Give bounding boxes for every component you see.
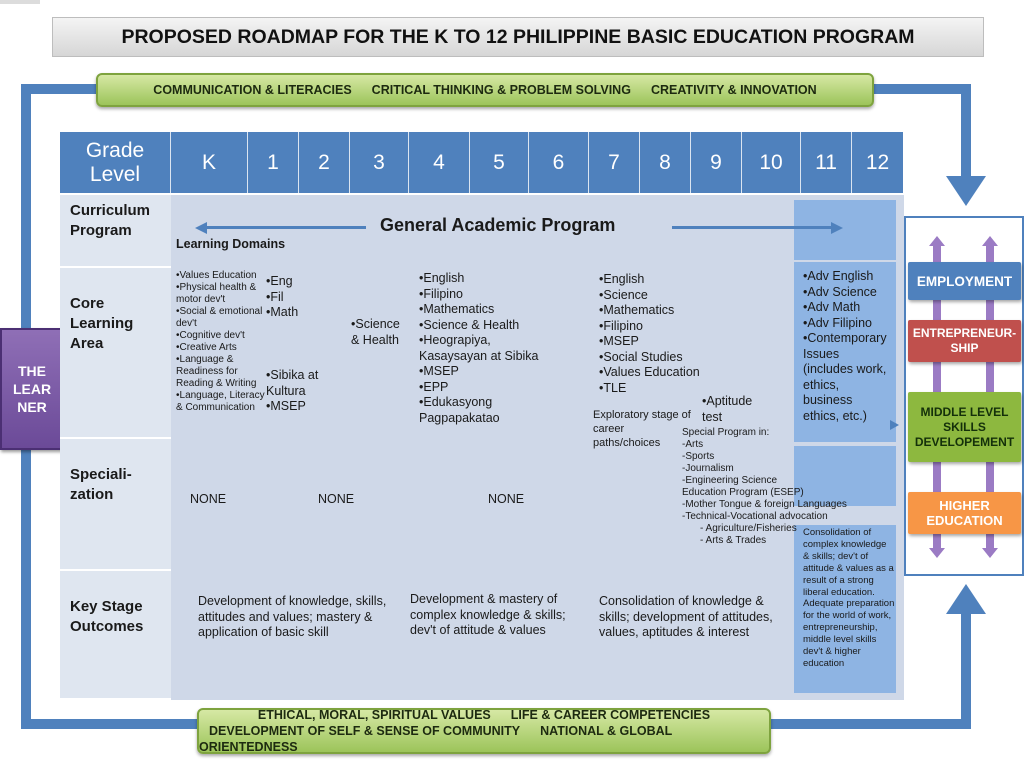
list-item: •TLE [599, 380, 627, 395]
list-item: -Engineering Science Education Program (ESEP) [682, 475, 804, 498]
grade-3: 3 [350, 132, 409, 193]
row-label-specialization: Speciali-zation [60, 439, 171, 571]
grade-5: 5 [470, 132, 529, 193]
list-item: •Social & emotional dev't [176, 306, 263, 329]
path-arrowhead-down-icon [929, 548, 945, 558]
learner-label: THE LEAR NER [12, 363, 52, 415]
list-item: •Physical health & motor dev't [176, 282, 257, 305]
list-item: -Journalism [682, 463, 734, 474]
none-label-k3: NONE [190, 492, 227, 506]
value-national-global: NATIONAL & GLOBAL ORIENTEDNESS [199, 724, 673, 754]
list-item: •English [419, 271, 465, 285]
list-item: -Technical-Vocational advocation [682, 511, 828, 522]
path-arrowhead-up-icon [929, 236, 945, 246]
grade-2: 2 [299, 132, 350, 193]
list-item: •Values Education [176, 270, 257, 281]
list-item: •Creative Arts [176, 342, 237, 353]
general-program-label: General Academic Program [380, 215, 616, 235]
list-item: •MSEP [266, 399, 306, 413]
outcome-k3: Development of knowledge, skills, attitudes and values; mastery & application of basic skill [198, 594, 387, 639]
grade-8: 8 [640, 132, 691, 193]
skill-creativity: CREATIVITY & INNOVATION [650, 83, 817, 97]
list-item: •Adv Math [803, 300, 861, 314]
learner-box [0, 328, 64, 450]
grade-9: 9 [691, 132, 742, 193]
senior-high-box-top [794, 200, 896, 260]
grade11-subjects [803, 269, 889, 424]
frame-bottom-left-line [21, 719, 199, 729]
list-item: •Science [599, 287, 648, 302]
list-item: •Eng [266, 274, 293, 288]
list-item: •Adv Filipino [803, 315, 872, 330]
grade-6: 6 [529, 132, 589, 193]
grade1-subjects-a [266, 274, 326, 321]
list-item: •Filipino [599, 318, 643, 333]
grade-12: 12 [852, 132, 903, 193]
list-item: - Arts & Trades [700, 535, 767, 546]
value-ethical: ETHICAL, MORAL, SPIRITUAL VALUES [257, 708, 491, 722]
list-item: •MSEP [419, 364, 459, 378]
outcome-g1112: Consolidation of complex knowledge & skills; dev't of attitude & values as a result of a strong liberal education. Adequate preparation for the world of work, entrepreneurship, middle level skills dev't & higher education [803, 527, 895, 669]
list-item: •Mathematics [599, 303, 675, 317]
grade-1: 1 [248, 132, 299, 193]
list-item: •EPP [419, 379, 449, 394]
list-item: Special Program in: [682, 427, 770, 438]
frame-top-line [21, 84, 98, 94]
up-arrow-icon [946, 584, 986, 614]
grade-header-row [60, 132, 903, 193]
program-arrow-right-icon [831, 222, 843, 234]
row-label-core: Core Learning Area [60, 268, 171, 439]
grade1-subjects-b [266, 368, 336, 415]
grade-11: 11 [801, 132, 852, 193]
list-item: •Filipino [419, 286, 463, 301]
list-item: •Cognitive dev't [176, 330, 245, 341]
list-item: •Science & Health [351, 317, 400, 347]
list-item: •Sibika at Kultura [266, 368, 319, 398]
list-item: - Agriculture/Fisheries [700, 523, 797, 534]
value-life-career: LIFE & CAREER COMPETENCIES [510, 708, 711, 722]
frame-right-up-line [961, 612, 971, 729]
none-label-g13: NONE [318, 492, 355, 506]
list-item: •Heograpiya, Kasaysayan at Sibika [419, 333, 539, 363]
grade-level-header: Grade Level [60, 132, 171, 193]
grade-7: 7 [589, 132, 640, 193]
value-self-community: DEVELOPMENT OF SELF & SENSE OF COMMUNITY [209, 724, 521, 738]
list-item: •Contemporary Issues (includes work, ethics, business ethics, etc.) [803, 331, 887, 423]
path-employment: EMPLOYMENT [908, 262, 1021, 300]
path-entrepreneurship: ENTREPRENEUR-SHIP [908, 320, 1021, 362]
frame-right-down-line [961, 84, 971, 179]
skills-banner [96, 73, 874, 107]
grade3-subjects [351, 317, 411, 348]
row-label-outcomes: Key Stage Outcomes [60, 571, 171, 700]
grade-4: 4 [409, 132, 470, 193]
list-item: -Arts [682, 439, 704, 450]
list-item: •Adv English [803, 269, 874, 283]
list-item: •Social Studies [599, 349, 683, 364]
frame-top-right-line [868, 84, 971, 94]
title-text: PROPOSED ROADMAP FOR THE K TO 12 PHILIPPINE BASIC EDUCATION PROGRAM [121, 25, 915, 48]
path-middle-level: MIDDLE LEVEL SKILLS DEVELOPEMENT [908, 392, 1021, 462]
aptitude-test: •Aptitude test [702, 394, 753, 424]
down-arrow-icon [946, 176, 986, 206]
list-item: •Science & Health [419, 317, 520, 332]
page-title [52, 17, 984, 57]
to-paths-arrow-icon [890, 420, 899, 430]
list-item: •English [599, 272, 645, 286]
grade7-subjects [599, 272, 739, 396]
outcome-g46: Development & mastery of complex knowledge & skills; dev't of attitude & values [410, 592, 566, 637]
path-arrowhead-up-icon [982, 236, 998, 246]
path-higher-education: HIGHER EDUCATION [908, 492, 1021, 534]
list-item: •Values Education [599, 365, 700, 379]
program-arrow-line-right [672, 226, 832, 229]
list-item: •Mathematics [419, 302, 495, 316]
corner-mark [0, 0, 40, 4]
list-item: •Math [266, 305, 299, 319]
list-item: •Edukasyong Pagpapakatao [419, 395, 500, 425]
grade-10: 10 [742, 132, 801, 193]
row-label-curriculum: Curriculum Program [60, 195, 171, 268]
list-item: •Language & Readiness for Reading & Writing [176, 354, 257, 389]
skill-critical-thinking: CRITICAL THINKING & PROBLEM SOLVING [371, 83, 631, 97]
kinder-domains-list [176, 270, 268, 414]
values-banner [197, 708, 771, 754]
list-item: •Fil [266, 289, 284, 304]
list-item: -Mother Tongue & foreign Languages [682, 499, 847, 510]
none-label-g46: NONE [488, 492, 525, 506]
grade4-subjects [419, 271, 559, 426]
program-arrow-line-left [206, 226, 366, 229]
grade-k: K [171, 132, 248, 193]
skill-communication: COMMUNICATION & LITERACIES [153, 83, 352, 97]
outcome-g710: Consolidation of knowledge & skills; development of attitudes, values, aptitudes & interest [599, 594, 773, 639]
list-item: •Adv Science [803, 284, 877, 299]
list-item: •MSEP [599, 334, 639, 348]
learning-domains-label: Learning Domains [176, 237, 286, 251]
list-item: -Sports [682, 451, 715, 462]
exploratory-stage: Exploratory stage of career paths/choices [593, 409, 691, 449]
path-arrowhead-down-icon [982, 548, 998, 558]
list-item: •Language, Literacy & Communication [176, 390, 265, 413]
frame-bottom-right-line [765, 719, 971, 729]
